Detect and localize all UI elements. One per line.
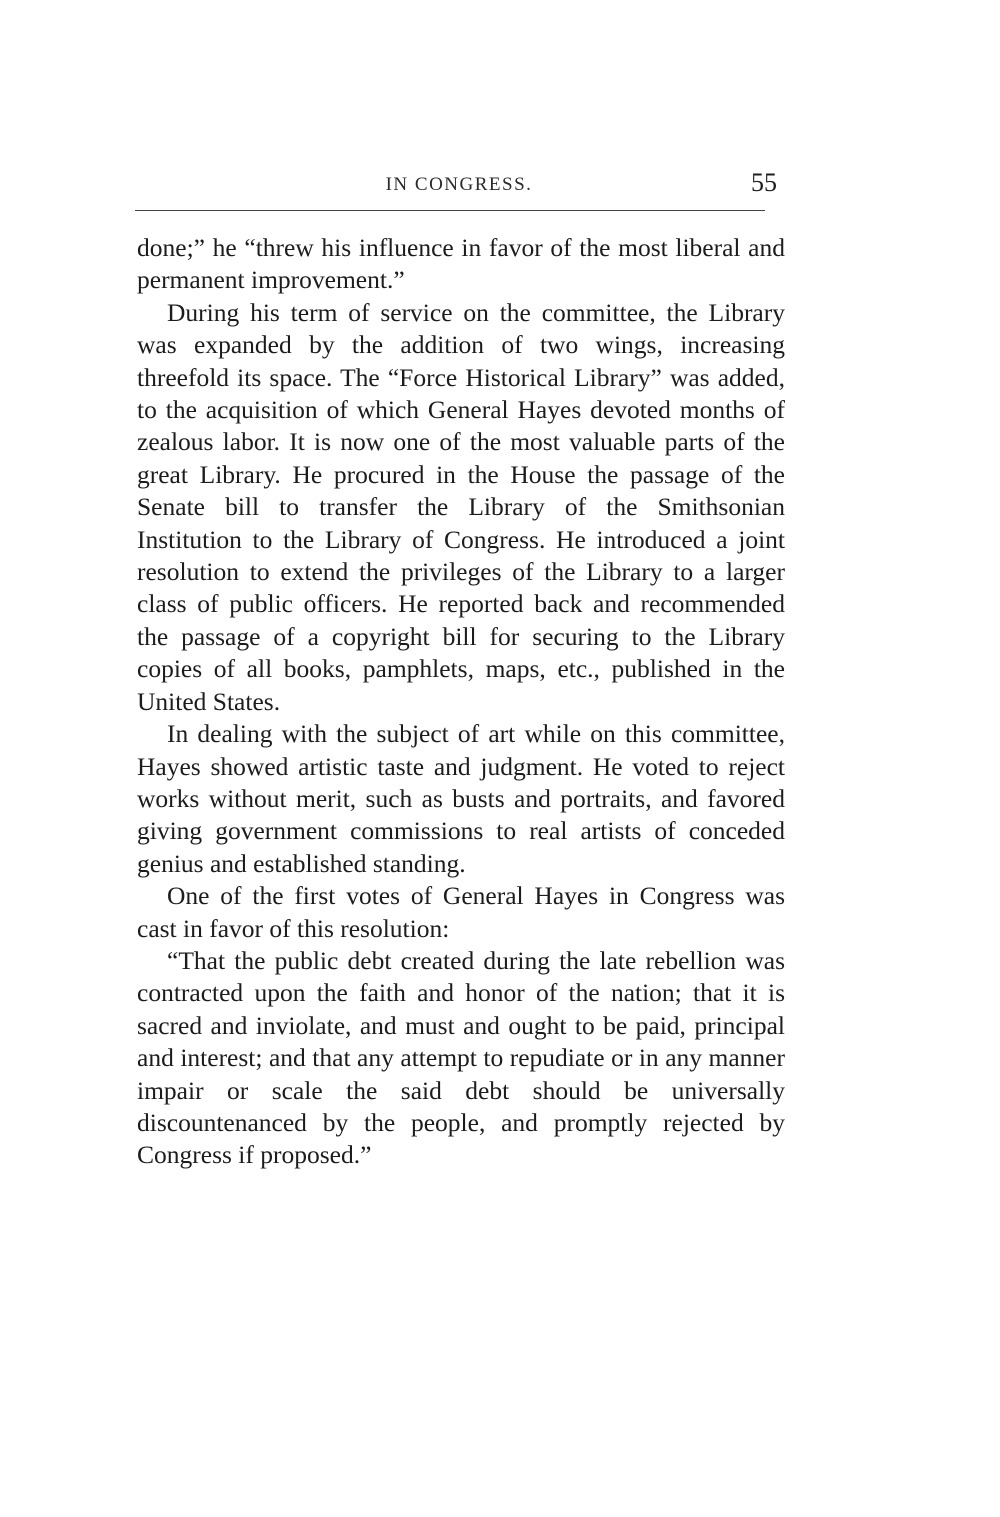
paragraph-first-votes: One of the first votes of General Hayes in Congress was cast in favor of this resolution: bbox=[137, 881, 785, 943]
paragraph-continued: done;” he “threw his influence in favor of the most liberal and permanent improvement.” bbox=[137, 233, 785, 295]
body-text bbox=[137, 232, 785, 1172]
paragraph-library-expansion: During his term of service on the committee, the Library was expanded by the addition of two wings, increasing threefold its space. The “Force Historical Library” was added, to the acquisition of which General Hayes devoted months of zealous labor. It is now one of the most valuable parts of the great Library. He procured in the House the passage of the Senate bill to transfer the Library of the Smithsonian Institution to the Library of Congress. He introduced a joint resolution to extend the privileges of the Library to a larger class of public officers. He reported back and recommended the passage of a copyright bill for securing to the Library copies of all books, pamphlets, maps, etc., published in the United States. bbox=[137, 297, 785, 716]
page-number: 55 bbox=[751, 168, 777, 197]
paragraph-resolution-quote: “That the public debt created during the late rebellion was contracted upon the faith and honor of the nation; that it is sacred and inviolate, and must and ought to be paid, principal and interest; and that any attempt to repudiate or in any manner impair or scale the said debt should be universally discountenanced by the people, and promptly rejected by Congress if proposed.” bbox=[137, 945, 785, 1170]
paragraph-art: In dealing with the subject of art while on this committee, Hayes showed artistic taste and judgment. He voted to reject works without merit, such as busts and portraits, and favored giving government commissions to real artists of conceded genius and established standing. bbox=[137, 719, 785, 878]
running-title: IN CONGRESS. bbox=[385, 174, 533, 195]
header-rule bbox=[135, 210, 765, 211]
running-head bbox=[135, 168, 783, 208]
